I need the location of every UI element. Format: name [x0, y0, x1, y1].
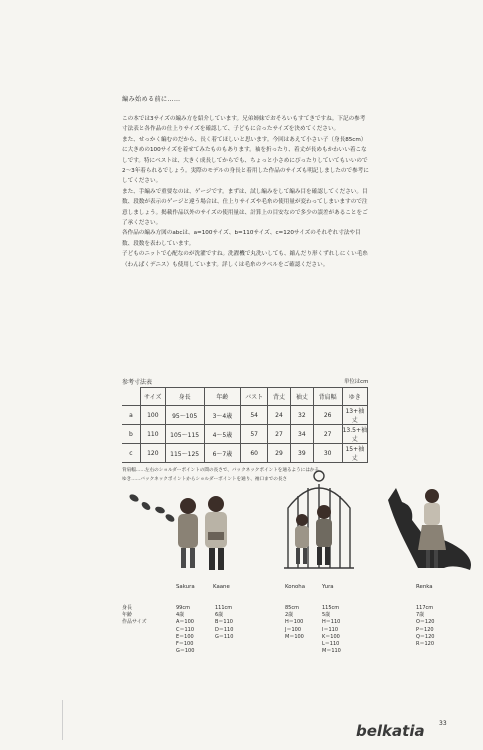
work-size: R＝120	[416, 641, 435, 648]
model-age: 4歳	[176, 612, 185, 619]
table-cell: 6〜7歳	[204, 444, 241, 463]
table-row	[122, 444, 368, 463]
table-cell: 27	[268, 425, 291, 444]
row-label: c	[122, 444, 140, 463]
work-size: H＝100	[285, 619, 304, 626]
row-label: a	[122, 406, 140, 425]
photo-konoha-yura-birdcage	[280, 468, 358, 578]
table-header: バスト	[241, 388, 268, 406]
margin-divider	[62, 700, 63, 740]
work-size: D＝110	[215, 626, 234, 633]
model-height: 111cm	[215, 605, 233, 611]
table-header: 袖丈	[290, 388, 313, 406]
model-name-kaane: Kaane	[213, 584, 230, 590]
model-height: 117cm	[416, 605, 434, 611]
table-cell: 115〜125	[165, 444, 204, 463]
table-cell: 34	[290, 425, 313, 444]
model-height: 85cm	[285, 605, 299, 611]
intro-paragraph: 子どものニットで心配なのが洗濯ですね。洗濯機で丸洗いしても、縮んだり形くずれしにくい毛糸（わんぱくデニス）も使用しています。詳しくは毛糸のラベルをご確認ください。	[122, 251, 368, 268]
photo-renka-fox	[384, 480, 476, 576]
work-size: L＝110	[322, 641, 340, 648]
note-line: ゆき……バックネックポイントからショルダーポイントを通り、袖口までの長さ	[122, 477, 288, 482]
size-table-title: 参考寸法表	[122, 379, 153, 386]
table-row	[122, 425, 368, 444]
brand-logo: belkatia	[356, 722, 425, 740]
table-header: 背丈	[268, 388, 291, 406]
work-size: Q＝120	[416, 633, 435, 640]
table-row	[122, 406, 368, 425]
work-size: I＝110	[322, 626, 339, 633]
table-header-row	[122, 388, 368, 406]
model-name-renka: Renka	[416, 584, 433, 590]
work-size: J＝100	[285, 626, 302, 633]
table-cell: 60	[241, 444, 268, 463]
model-height: 99cm	[176, 605, 190, 611]
work-size: K＝100	[322, 633, 340, 640]
model-age: 6歳	[215, 612, 224, 619]
work-size: M＝100	[285, 633, 304, 640]
work-size: A＝100	[176, 619, 194, 626]
table-cell: 24	[268, 406, 291, 425]
table-cell: 32	[290, 406, 313, 425]
work-size: F＝100	[176, 641, 194, 648]
table-cell: 95〜105	[165, 406, 204, 425]
table-cell: 15+袖丈	[342, 444, 367, 463]
table-cell: 3〜4歳	[204, 406, 241, 425]
table-header: 身長	[165, 388, 204, 406]
table-cell: 27	[313, 425, 342, 444]
note-line: 背肩幅……左右のショルダーポイントの間の長さで、バックネックポイントを通るようにはかる	[122, 468, 320, 473]
work-size: C＝110	[176, 626, 195, 633]
model-name-sakura: Sakura	[176, 584, 195, 590]
size-table	[122, 387, 368, 463]
row-label: b	[122, 425, 140, 444]
size-table-unit: 単位はcm	[344, 379, 369, 385]
model-details-renka	[416, 605, 434, 648]
work-size: P＝120	[416, 626, 434, 633]
model-age: 5歳	[322, 612, 331, 619]
work-size: B＝110	[215, 619, 233, 626]
intro-body	[122, 114, 370, 270]
work-size: G＝110	[215, 633, 234, 640]
work-size: M＝110	[322, 648, 341, 655]
model-details-sakura	[176, 605, 194, 655]
table-header: サイズ	[140, 388, 165, 406]
table-header: 背肩幅	[313, 388, 342, 406]
page-number: 33	[439, 720, 447, 727]
model-details-yura	[322, 605, 341, 655]
model-details-kaane	[215, 605, 233, 641]
table-cell: 13.5+袖丈	[342, 425, 367, 444]
work-size: E＝100	[176, 633, 194, 640]
table-cell: 57	[241, 425, 268, 444]
model-age: 7歳	[416, 612, 425, 619]
intro-paragraph: また、手編みで重要なのは、ゲージです。まずは、試し編みをして編み目を確認してください。目数、段数が表示のゲージと違う場合は、仕上りサイズや毛糸の使用量が変わってしまいますので注意しましょう。掲載作品以外のサイズの使用量は、計算上の目安なので多少の誤差があることをご了承ください。	[122, 188, 368, 227]
table-cell: 110	[140, 425, 165, 444]
table-cell: 120	[140, 444, 165, 463]
table-cell: 26	[313, 406, 342, 425]
table-header: 年齢	[204, 388, 241, 406]
intro-title: 編み始める前に……	[122, 96, 181, 103]
model-labels	[122, 605, 147, 627]
label-work-size: 作品サイズ	[122, 619, 147, 626]
table-cell: 29	[268, 444, 291, 463]
table-cell: 100	[140, 406, 165, 425]
table-cell: 105〜115	[165, 425, 204, 444]
table-cell: 4〜5歳	[204, 425, 241, 444]
table-cell: 13+袖丈	[342, 406, 367, 425]
intro-paragraph: この本では3サイズの編み方を紹介しています。兄弟姉妹でおそろいもすてきですね。下記の参考寸法表と各作品の仕上りサイズを確認して、子どもに合ったサイズを決めてください。	[122, 116, 366, 133]
work-size: O＝120	[416, 619, 435, 626]
table-cell: 54	[241, 406, 268, 425]
table-cell: 30	[313, 444, 342, 463]
work-size: G＝100	[176, 648, 195, 655]
photo-sakura-kaane	[172, 492, 244, 576]
table-header: ゆき	[342, 388, 367, 406]
table-cell: 39	[290, 444, 313, 463]
model-details-konoha	[285, 605, 304, 641]
model-age: 2歳	[285, 612, 294, 619]
label-height: 身長	[122, 605, 133, 611]
label-age: 年齢	[122, 612, 133, 619]
intro-paragraph: また、せっかく編むのだから、長く着てほしいと思います。今回はあえて小さい子（身長85cm）に大きめの100サイズを着せてみたものもあります。袖を折ったり、着丈が長めもかわいい着こなしです。特にベストは、大きく成長してからでも、ちょっと小さめにぴったりしていてもいいので2〜3年着られるでしょう。実際のモデルの身長と着用した作品のサイズも明記しましたので参考にしてください。	[122, 136, 369, 185]
model-name-yura: Yura	[322, 584, 334, 590]
model-name-konoha: Konoha	[285, 584, 305, 590]
work-size: H＝110	[322, 619, 341, 626]
model-height: 115cm	[322, 605, 340, 611]
table-corner	[122, 388, 140, 406]
intro-paragraph: 各作品の編み方図のabcは、a=100サイズ、b=110サイズ、c=120サイズのそれぞれ寸法や目数、段数を表わしています。	[122, 230, 361, 247]
